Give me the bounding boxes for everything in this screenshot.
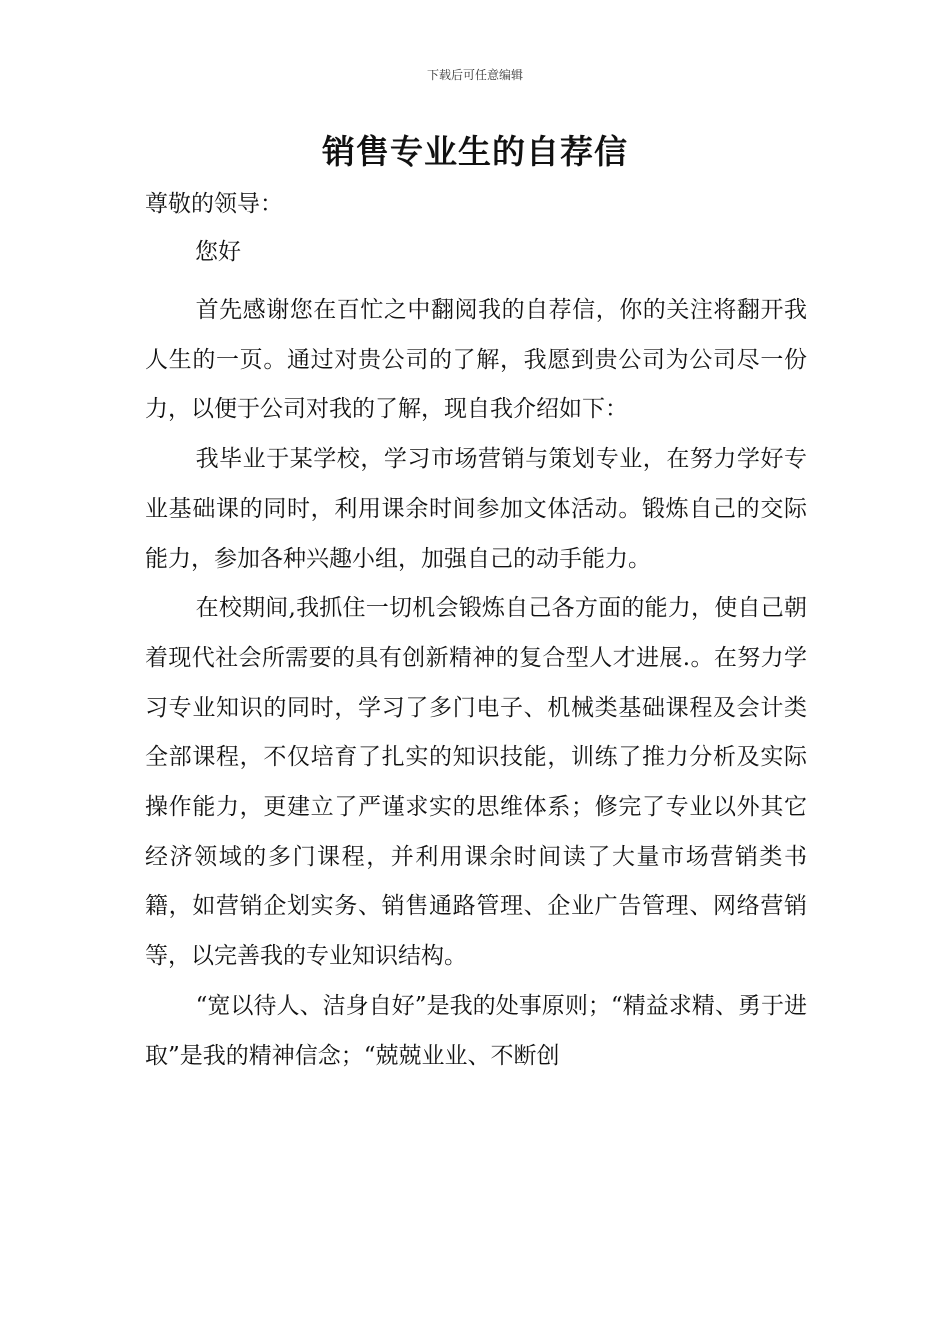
greeting: 您好 [195,239,241,265]
paragraph-principles: “宽以待人、洁身自好”是我的处事原则；“精益求精、勇于进取”是我的精神信念；“兢兢业业、不断创 [145,992,807,1069]
paragraph-intro: 首先感谢您在百忙之中翻阅我的自荐信，你的关注将翻开我人生的一页。通过对贵公司的了解，我愿到贵公司为公司尽一份力，以便于公司对我的了解，现自我介绍如下： [145,297,807,423]
header-note: 下载后可任意编辑 [426,68,523,82]
letter-body [145,286,807,1081]
document-title: 销售专业生的自荐信 [322,132,628,171]
salutation: 尊敬的领导： [145,191,283,217]
paragraph-school-period: 在校期间,我抓住一切机会锻炼自己各方面的能力，使自己朝着现代社会所需要的具有创新精神的复合型人才进展.。在努力学习专业知识的同时，学习了多门电子、机械类基础课程及会计类全部课程，不仅培育了扎实的知识技能，训练了推力分析及实际操作能力，更建立了严谨求实的思维体系；修完了专业以外其它经济领域的多门课程，并利用课余时间读了大量市场营销类书籍，如营销企划实务、销售通路管理、企业广告管理、网络营销等，以完善我的专业知识结构。 [145,595,807,970]
paragraph-education: 我毕业于某学校，学习市场营销与策划专业，在努力学好专业基础课的同时，利用课余时间参加文体活动。锻炼自己的交际能力，参加各种兴趣小组，加强自己的动手能力。 [145,446,807,572]
